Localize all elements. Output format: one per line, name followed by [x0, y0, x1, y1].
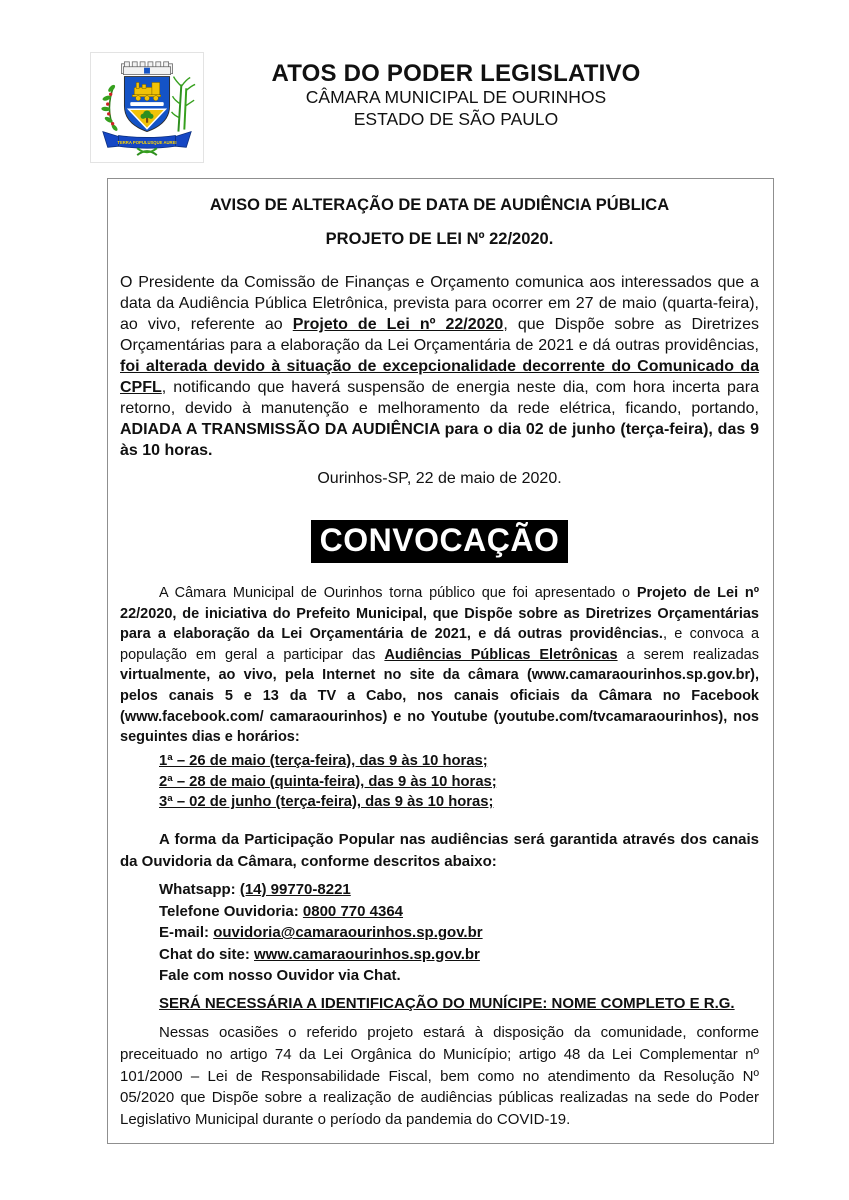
- audience-schedule-list: [159, 751, 759, 813]
- contact-chat-label: Chat do site:: [159, 945, 255, 963]
- contact-list: [159, 879, 759, 987]
- date-line: Ourinhos-SP, 22 de maio de 2020.: [317, 470, 562, 487]
- paragraph2-text: a serem realizadas: [617, 646, 760, 663]
- header-titles: [110, 61, 802, 129]
- convocation-heading-row: [120, 520, 759, 563]
- paragraph-participation: A forma da Participação Popular nas audiências será garantida através dos canais da Ouvidoria da Câmara, conforme descritos abaixo:: [120, 831, 759, 870]
- contact-site-link[interactable]: www.camaraourinhos.sp.gov.br: [254, 945, 480, 963]
- schedule-item-3: 3ª – 02 de junho (terça-feira), das 9 às 10 horas;: [159, 794, 494, 811]
- notice-title: AVISO DE ALTERAÇÃO DE DATA DE AUDIÊNCIA PÚBLICA: [209, 196, 670, 214]
- cpfl-change-ref: foi alterada devido à situação de excepcionalidade decorrente do Comunicado da CPFL: [120, 358, 759, 396]
- contact-phone: [159, 901, 759, 923]
- header-title: ATOS DO PODER LEGISLATIVO: [271, 60, 641, 87]
- postponement-statement: ADIADA A TRANSMISSÃO DA AUDIÊNCIA para o dia 02 de junho (terça-feira), das 9 às 10 horas.: [120, 421, 759, 459]
- paragraph-change-notice: [120, 272, 759, 461]
- notice-subtitle: PROJETO DE LEI Nº 22/2020.: [325, 230, 554, 248]
- paragraph2-text: A Câmara Municipal de Ourinhos torna público que foi apresentado o: [159, 585, 637, 601]
- header-subtitle-state: ESTADO DE SÃO PAULO: [353, 108, 559, 129]
- notice-box: [107, 178, 774, 1144]
- paragraph1-text: , que Dispõe sobre as Diretrizes Orçamentárias para a elaboração da Lei Orçamentária de 2021 e dá outras providências,: [120, 316, 760, 354]
- contact-email-label: E-mail:: [159, 924, 214, 942]
- convocation-heading: CONVOCAÇÃO: [311, 520, 569, 563]
- electronic-hearings-ref: Audiências Públicas Eletrônicas: [384, 646, 618, 663]
- paragraph1-text: , notificando que haverá suspensão de energia neste dia, com hora incerta para retorno, devido à manutenção e melhoramento da rede elétrica, ficando, portando,: [120, 379, 759, 417]
- project-law-ref: Projeto de Lei nº 22/2020: [292, 316, 504, 333]
- paragraph-legal: Nessas ocasiões o referido projeto estará à disposição da comunidade, conforme preceituado no artigo 74 da Lei Orgânica do Município; artigo 48 da Lei Complementar nº 101/2000 – Lei de Responsabilidade Fiscal, bem como no atendimento da Resolução Nº 05/2020 que Dispõe sobre a realização de audiências públicas realizadas na sede do Poder Legislativo Municipal durante o período da pandemia do COVID-19.: [120, 1023, 759, 1129]
- project-law-details: Projeto de Lei nº 22/2020, de iniciativa do Prefeito Municipal, que Dispõe sobre as Diretrizes Orçamentárias para a elaboração da Lei Orçamentária de 2021, e dá outras providências.: [120, 585, 759, 643]
- contact-chat-note: Fale com nosso Ouvidor via Chat.: [159, 967, 401, 985]
- paragraph1-text: O Presidente da Comissão de Finanças e Orçamento comunica aos interessados que a data da Audiência Pública Eletrônica, prevista para ocorrer em 27 de maio (quarta-feira), ao vivo, referente ao: [120, 274, 759, 333]
- contact-email: [159, 922, 759, 944]
- contact-whatsapp: [159, 879, 759, 901]
- identification-notice: SERÁ NECESSÁRIA A IDENTIFICAÇÃO DO MUNÍCIPE: NOME COMPLETO E R.G.: [159, 994, 735, 1012]
- contact-phone-number: 0800 770 4364: [302, 902, 404, 920]
- coat-of-arms-motto: TERRA POPULUSQUE AUREI: [117, 139, 177, 145]
- schedule-item-2: 2ª – 28 de maio (quinta-feira), das 9 às 10 horas;: [159, 773, 497, 790]
- broadcast-channels: virtualmente, ao vivo, pela Internet no site da câmara (www.camaraourinhos.sp.gov.br), pelos canais 5 e 13 da TV a Cabo, nos canais oficiais da Câmara no Facebook (www.facebook.com/ camaraourinhos) e no Youtube (youtube.com/tvcamaraourinhos), nos seguintes dias e horários:: [120, 667, 759, 746]
- header-subtitle-chamber: CÂMARA MUNICIPAL DE OURINHOS: [305, 87, 607, 107]
- paragraph2-text: , e convoca a população em geral a participar das: [120, 626, 760, 663]
- contact-whatsapp-number: (14) 99770-8221: [239, 880, 351, 898]
- contact-chat: [159, 944, 759, 966]
- contact-phone-label: Telefone Ouvidoria:: [159, 902, 303, 920]
- contact-email-link[interactable]: ouvidoria@camaraourinhos.sp.gov.br: [213, 924, 483, 942]
- paragraph-convocation: [120, 583, 759, 748]
- schedule-item-1: 1ª – 26 de maio (terça-feira), das 9 às 10 horas;: [159, 752, 488, 769]
- contact-whatsapp-label: Whatsapp:: [159, 880, 240, 898]
